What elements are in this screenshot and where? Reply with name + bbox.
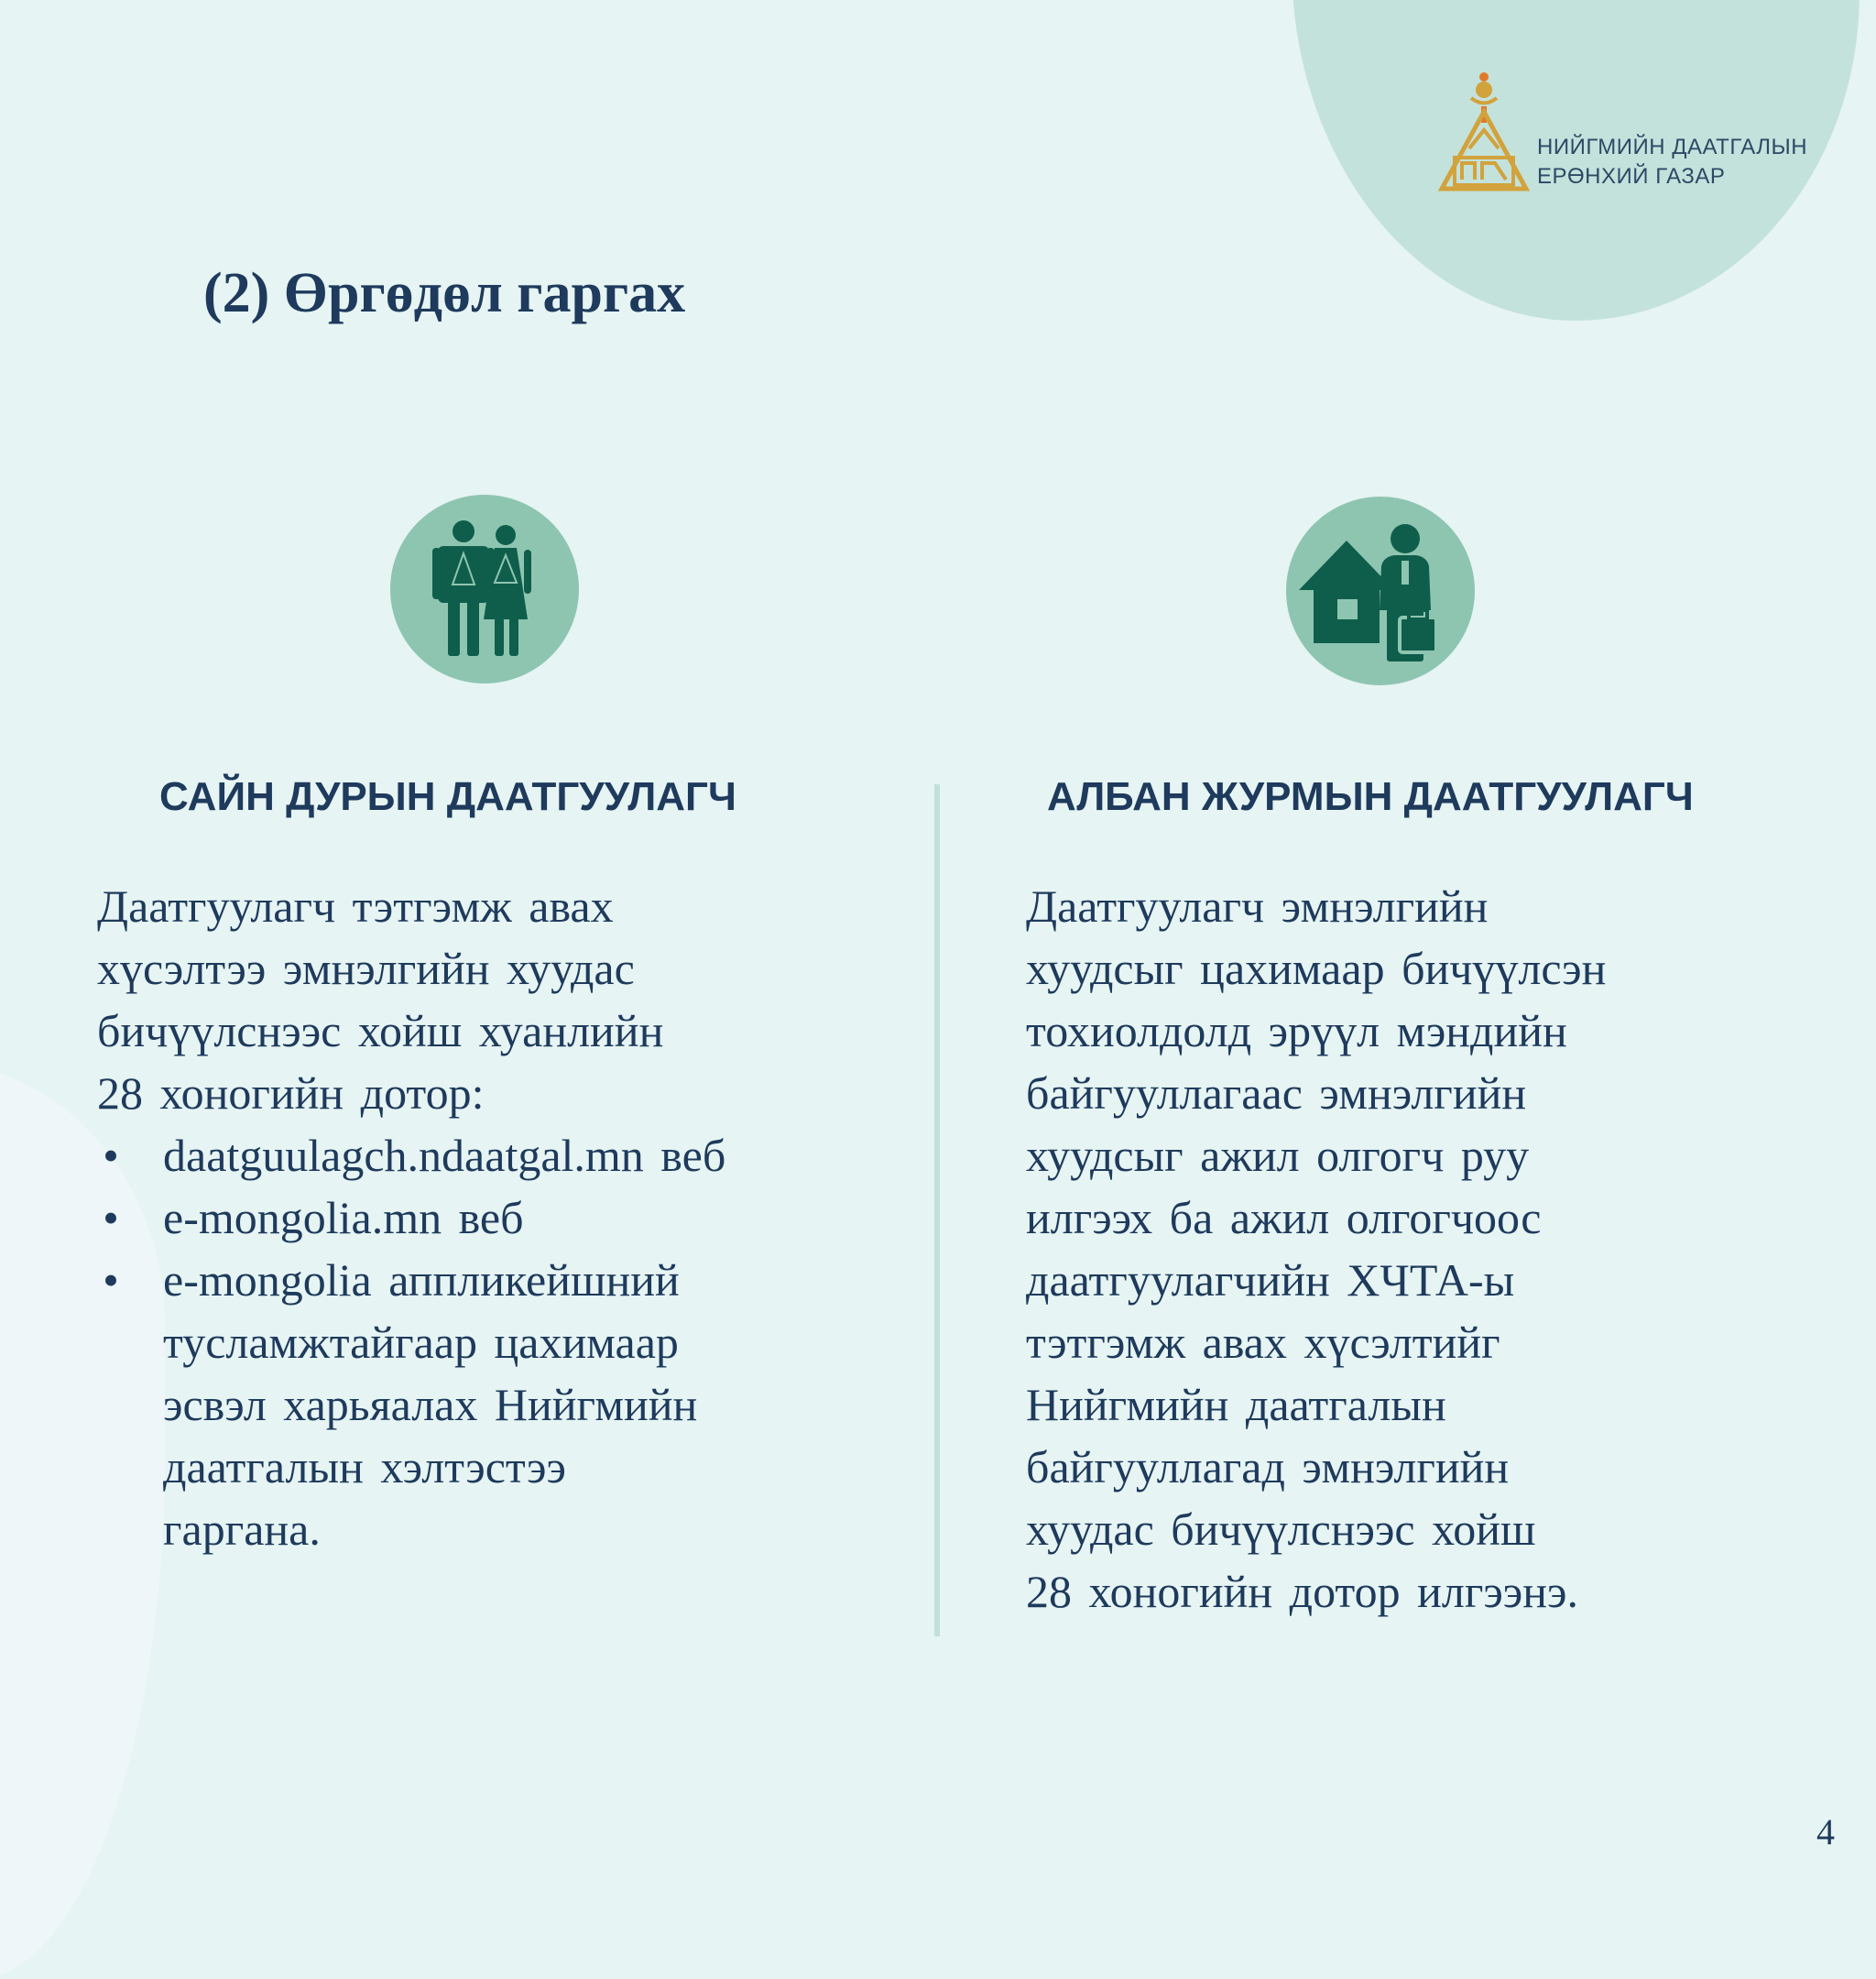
bullet-icon: • [103,1192,119,1243]
organization-name-line1: НИЙГМИЙН ДААТГАЛЫН [1537,135,1808,159]
page-number: 4 [1816,1811,1835,1853]
text-line: байгууллагад эмнэлгийн [1026,1441,1510,1492]
text-line: 28 хоногийн дотор: [97,1067,485,1119]
text-line: 28 хоногийн дотор илгээнэ. [1026,1566,1578,1617]
text-line: Даатгуулагч тэтгэмж авах [97,880,614,932]
text-line: илгээх ба ажил олгогчоос [1026,1192,1542,1243]
left-column-intro [97,875,903,1124]
organization-name-line2: ЕРӨНХИЙ ГАЗАР [1537,164,1726,189]
text-line: бичүүлснээс хойш хуанлийн [97,1005,664,1056]
text-line: гаргана. [163,1503,321,1555]
text-line: эсвэл харьяалах Нийгмийн [163,1379,698,1430]
column-divider [934,784,940,1636]
organization-name [1537,133,1807,191]
text-line: тэтгэмж авах хүсэлтийг [1026,1317,1500,1368]
text-line: Нийгмийн даатгалын [1026,1379,1446,1430]
submission-channels-list [97,1124,903,1560]
bullet-icon: • [103,1130,119,1181]
page-title: (2) Өргөдөл гаргах [203,262,686,324]
text-line: хуудас бичүүлснээс хойш [1026,1503,1536,1555]
left-column-heading: САЙН ДУРЫН ДААТГУУЛАГЧ [159,774,736,819]
text-line: e-mongolia аппликейшний [163,1254,680,1306]
list-item [97,1249,903,1560]
text-line: хуудсыг ажил олгогч руу [1026,1130,1530,1181]
text-line: тохиолдолд эрүүл мэндийн [1026,1005,1567,1056]
bullet-icon: • [103,1254,119,1306]
text-line: даатгалын хэлтэстээ [163,1441,566,1492]
couple-icon [390,495,579,683]
text-line: тусламжтайгаар цахимаар [163,1317,679,1368]
list-item [97,1186,903,1249]
right-column-heading: АЛБАН ЖУРМЫН ДААТГУУЛАГЧ [1047,774,1694,819]
house-businessman-icon [1286,497,1475,685]
text-line: Даатгуулагч эмнэлгийн [1026,880,1489,932]
text-line: даатгуулагчийн ХЧТА-ы [1026,1254,1515,1306]
soyombo-logo-icon [1438,70,1530,198]
text-line: хүсэлтээ эмнэлгийн хуудас [97,943,635,994]
list-item [97,1124,903,1186]
text-line: daatguulagch.ndaatgal.mn веб [163,1130,726,1181]
right-column-body [1026,875,1832,1623]
text-line: хуудсыг цахимаар бичүүлсэн [1026,943,1607,994]
text-line: e-mongolia.mn веб [163,1192,524,1243]
text-line: байгууллагаас эмнэлгийн [1026,1067,1527,1119]
